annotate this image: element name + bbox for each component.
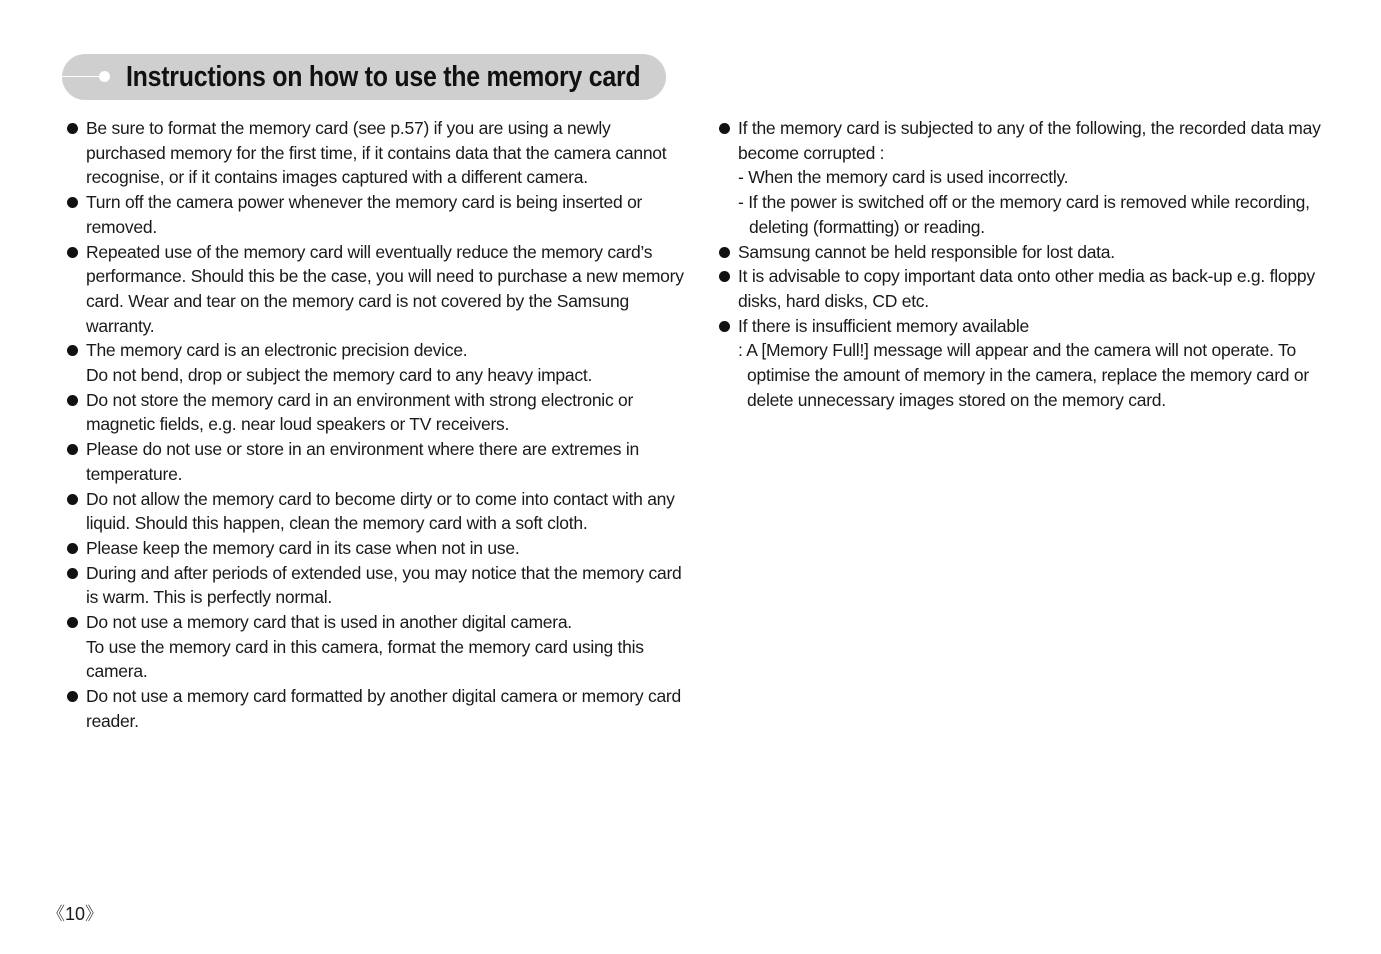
bullet-icon — [67, 444, 78, 455]
bullet-icon — [67, 617, 78, 628]
list-item: Please keep the memory card in its case when not in use. — [66, 536, 666, 561]
list-item: If the memory card is subjected to any of the following, the recorded data may become corrupted : - When the memory card is used incorrectly. - If the power is switched off or the memory card is removed while recording, deleting (formatting) or reading. — [718, 116, 1318, 240]
title-decor-line — [62, 76, 102, 77]
bullet-icon — [719, 321, 730, 332]
list-item: Repeated use of the memory card will eventually reduce the memory card’s performance. Should this be the case, you will need to purchase a new memory card. Wear and tear on the memory card is not covered by the Samsung warranty. — [66, 240, 666, 339]
sub-item: - When the memory card is used incorrectly. — [738, 167, 1069, 188]
bullet-icon — [67, 543, 78, 554]
right-column — [718, 116, 1321, 412]
page-title: Instructions on how to use the memory card — [126, 61, 641, 93]
list-item: If there is insufficient memory available : A [Memory Full!] message will appear and the camera will not operate. To optimise the amount of memory in the camera, replace the memory card or delete unnecessary images stored on the memory card. — [718, 314, 1318, 413]
bullet-icon — [67, 568, 78, 579]
bullet-icon — [719, 247, 730, 258]
note-text: : A [Memory Full!] message will appear and the camera will not operate. To — [738, 340, 1296, 361]
bullet-icon — [67, 494, 78, 505]
list-item: Do not allow the memory card to become dirty or to come into contact with any liquid. Should this happen, clean the memory card with a soft cloth. — [66, 487, 666, 536]
bullet-icon — [67, 123, 78, 134]
list-item: Be sure to format the memory card (see p.57) if you are using a newly purchased memory for the first time, if it contains data that the camera cannot recognise, or if it contains images captured with a different camera. — [66, 116, 666, 190]
list-item: Turn off the camera power whenever the memory card is being inserted or removed. — [66, 190, 666, 239]
bullet-icon — [67, 197, 78, 208]
list-item: Samsung cannot be held responsible for lost data. — [718, 240, 1318, 265]
bullet-icon — [67, 247, 78, 258]
list-item: Do not store the memory card in an environment with strong electronic or magnetic fields, e.g. near loud speakers or TV receivers. — [66, 388, 666, 437]
list-item: Please do not use or store in an environment where there are extremes in temperature. — [66, 437, 666, 486]
list-item: Do not use a memory card that is used in another digital camera. To use the memory card in this camera, format the memory card using this camera. — [66, 610, 666, 684]
title-decor-dot — [99, 71, 110, 82]
list-item: During and after periods of extended use, you may notice that the memory card is warm. This is perfectly normal. — [66, 561, 666, 610]
page-number: 《10》 — [47, 904, 104, 924]
left-column — [66, 116, 684, 734]
bullet-icon — [719, 123, 730, 134]
bullet-icon — [719, 271, 730, 282]
bullet-icon — [67, 691, 78, 702]
bullet-icon — [67, 345, 78, 356]
sub-item: - If the power is switched off or the memory card is removed while recording, — [738, 192, 1310, 213]
list-item: The memory card is an electronic precision device. Do not bend, drop or subject the memory card to any heavy impact. — [66, 338, 666, 387]
list-item: Do not use a memory card formatted by another digital camera or memory card reader. — [66, 684, 666, 733]
list-item: It is advisable to copy important data onto other media as back-up e.g. floppy disks, hard disks, CD etc. — [718, 264, 1318, 313]
bullet-icon — [67, 395, 78, 406]
